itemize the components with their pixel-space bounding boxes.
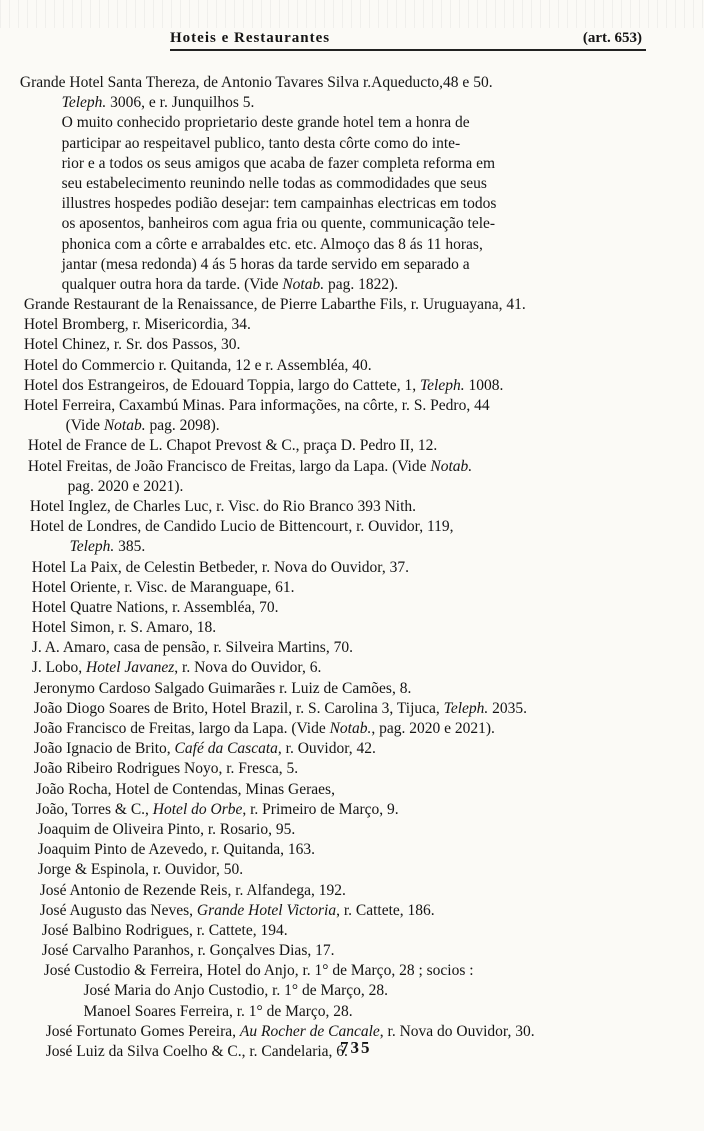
line-text: Grande Restaurant de la Renaissance, de Pierre Labarthe Fils, r. Uruguayana, 41. bbox=[23, 296, 526, 314]
directory-line bbox=[0, 901, 700, 921]
directory-line bbox=[0, 517, 700, 537]
line-text: Hotel do Commercio r. Quitanda, 12 e r. Assembléa, 40. bbox=[23, 356, 372, 374]
italic-text: Hotel do Orbe bbox=[152, 800, 243, 818]
line-text: qualquer outra hora da tarde. (Vide bbox=[61, 275, 283, 293]
directory-line bbox=[0, 1002, 700, 1022]
italic-text: Teleph. bbox=[69, 538, 115, 556]
directory-line bbox=[0, 699, 700, 719]
directory-line bbox=[0, 638, 700, 658]
directory-line bbox=[0, 558, 700, 578]
line-text: seu estabelecimento reunindo nelle todas as commodidades que seus bbox=[61, 174, 487, 192]
directory-line bbox=[0, 315, 700, 335]
line-text: João Ignacio de Brito, bbox=[33, 740, 175, 758]
line-text: illustres hospedes podião desejar: tem campainhas electricas em todos bbox=[61, 195, 497, 213]
line-text: João Ribeiro Rodrigues Noyo, r. Fresca, 5. bbox=[33, 760, 299, 778]
page-number: 735 bbox=[340, 1038, 372, 1057]
directory-line bbox=[0, 537, 700, 557]
line-text: Joaquim Pinto de Azevedo, r. Quitanda, 163. bbox=[37, 841, 316, 859]
line-text: Hotel Oriente, r. Visc. de Maranguape, 61. bbox=[31, 578, 295, 596]
directory-line bbox=[0, 73, 700, 93]
directory-line bbox=[0, 679, 700, 699]
italic-text: Grande Hotel Victoria bbox=[196, 901, 337, 919]
italic-text: Notab. bbox=[282, 275, 325, 293]
line-text: pag. 2098). bbox=[145, 417, 220, 435]
line-text: Grande Hotel Santa Thereza, de Antonio Tavares Silva r.Aqueducto,48 e 50. bbox=[19, 74, 493, 91]
directory-line bbox=[0, 598, 700, 618]
line-text: , r. Primeiro de Março, 9. bbox=[242, 800, 399, 818]
directory-line bbox=[0, 457, 700, 477]
line-text: João, Torres & C., bbox=[35, 800, 153, 818]
line-text: Hotel Ferreira, Caxambú Minas. Para informações, na côrte, r. S. Pedro, 44 bbox=[23, 397, 490, 414]
line-text: os aposentos, banheiros com agua fria ou quente, communicação tele- bbox=[61, 215, 496, 233]
line-text: Hotel dos Estrangeiros, de Edouard Toppia, largo do Cattete, 1, bbox=[23, 376, 420, 394]
line-text: O muito conhecido proprietario deste grande hotel tem a honra de bbox=[61, 114, 470, 132]
directory-line bbox=[0, 255, 700, 275]
line-text: Hotel de France de L. Chapot Prevost & C., praça D. Pedro II, 12. bbox=[27, 437, 438, 455]
directory-line bbox=[0, 174, 700, 194]
line-text: , r. Ouvidor, 42. bbox=[277, 740, 376, 758]
italic-text: Notab. bbox=[329, 720, 372, 737]
line-text: José Fortunato Gomes Pereira, bbox=[45, 1022, 240, 1040]
directory-line bbox=[0, 497, 700, 517]
italic-text: Teleph. bbox=[443, 699, 489, 717]
line-text: rior e a todos os seus amigos que acaba de fazer completa reforma em bbox=[61, 154, 496, 172]
directory-line bbox=[0, 860, 700, 880]
page-top-edge bbox=[0, 0, 704, 28]
line-text: 3006, e r. Junquilhos 5. bbox=[106, 94, 255, 112]
directory-line bbox=[0, 921, 700, 941]
line-text: João Francisco de Freitas, largo da Lapa. (Vide bbox=[33, 720, 330, 737]
directory-line bbox=[0, 961, 700, 981]
article-number: (art. 653) bbox=[582, 30, 642, 46]
directory-line bbox=[0, 335, 700, 355]
line-text: Hotel Chinez, r. Sr. dos Passos, 30. bbox=[23, 336, 241, 354]
italic-text: Teleph. bbox=[419, 376, 465, 394]
directory-line bbox=[0, 356, 700, 376]
page-header bbox=[170, 30, 670, 52]
line-text: José Carvalho Paranhos, r. Gonçalves Dias, 17. bbox=[41, 942, 335, 960]
directory-line bbox=[0, 780, 700, 800]
line-text: , r. Nova do Ouvidor, 30. bbox=[379, 1022, 535, 1040]
directory-line bbox=[0, 739, 700, 759]
directory-line bbox=[0, 134, 700, 154]
line-text: 385. bbox=[114, 538, 146, 556]
line-text: pag. 1822). bbox=[324, 275, 399, 293]
italic-text: Hotel Javanez bbox=[86, 659, 175, 677]
line-text: Hotel La Paix, de Celestin Betbeder, r. Nova do Ouvidor, 37. bbox=[31, 558, 409, 576]
line-text: Jorge & Espinola, r. Ouvidor, 50. bbox=[37, 861, 244, 879]
directory-line bbox=[0, 840, 700, 860]
directory-line bbox=[0, 719, 700, 739]
directory-line bbox=[0, 376, 700, 396]
directory-line bbox=[0, 416, 700, 436]
line-text: , r. Nova do Ouvidor, 6. bbox=[174, 659, 322, 677]
line-text: 1008. bbox=[464, 376, 504, 394]
line-text: J. Lobo, bbox=[31, 659, 87, 677]
directory-entries bbox=[0, 73, 704, 1062]
line-text: Joaquim de Oliveira Pinto, r. Rosario, 95. bbox=[37, 820, 296, 838]
line-text: 2035. bbox=[488, 699, 528, 717]
line-text: Hotel Quatre Nations, r. Assembléa, 70. bbox=[31, 598, 279, 616]
line-text: José Custodio & Ferreira, Hotel do Anjo, r. 1° de Março, 28 ; socios : bbox=[43, 962, 474, 980]
line-text: Manoel Soares Ferreira, r. 1° de Março, 28. bbox=[83, 1002, 353, 1020]
line-text: João Diogo Soares de Brito, Hotel Brazil, r. S. Carolina 3, Tijuca, bbox=[33, 699, 444, 717]
line-text: Hotel Bromberg, r. Misericordia, 34. bbox=[23, 316, 251, 334]
line-text: phonica com a côrte e arrabaldes etc. etc. Almoço das 8 ás 11 horas, bbox=[61, 235, 483, 253]
line-text: José Luiz da Silva Coelho & C., r. Candelaria, 6. bbox=[45, 1043, 348, 1060]
line-text: , r. Cattete, 186. bbox=[336, 901, 435, 919]
line-text: Hotel Simon, r. S. Amaro, 18. bbox=[31, 619, 217, 637]
directory-line bbox=[0, 578, 700, 598]
line-text: João Rocha, Hotel de Contendas, Minas Geraes, bbox=[35, 780, 335, 798]
line-text: Jeronymo Cardoso Salgado Guimarães r. Luiz de Camões, 8. bbox=[33, 679, 412, 697]
line-text: Hotel de Londres, de Candido Lucio de Bittencourt, r. Ouvidor, 119, bbox=[29, 518, 454, 536]
line-text: José Augusto das Neves, bbox=[39, 901, 197, 919]
running-title: Hoteis e Restaurantes bbox=[170, 30, 331, 46]
line-text: Hotel Freitas, de João Francisco de Freitas, largo da Lapa. (Vide bbox=[27, 457, 431, 475]
directory-line bbox=[0, 477, 700, 497]
italic-text: Teleph. bbox=[61, 94, 107, 112]
directory-line bbox=[0, 820, 700, 840]
directory-line bbox=[0, 881, 700, 901]
italic-text: Notab. bbox=[103, 417, 146, 435]
line-text: José Antonio de Rezende Reis, r. Alfandega, 192. bbox=[39, 881, 346, 899]
italic-text: Notab. bbox=[430, 457, 473, 475]
line-text: (Vide bbox=[65, 417, 104, 435]
line-text: Hotel Inglez, de Charles Luc, r. Visc. do Rio Branco 393 Nith. bbox=[29, 497, 417, 515]
directory-line bbox=[0, 658, 700, 678]
line-text: J. A. Amaro, casa de pensão, r. Silveira Martins, 70. bbox=[31, 639, 353, 657]
directory-line bbox=[0, 154, 700, 174]
directory-line bbox=[0, 113, 700, 133]
directory-line bbox=[0, 759, 700, 779]
directory-line bbox=[0, 235, 700, 255]
line-text: participar ao respeitavel publico, tanto desta côrte como do inte- bbox=[61, 134, 461, 152]
directory-line bbox=[0, 295, 700, 315]
directory-line bbox=[0, 941, 700, 961]
directory-line bbox=[0, 275, 700, 295]
line-text: pag. 2020 e 2021). bbox=[67, 477, 184, 495]
directory-line bbox=[0, 981, 700, 1001]
header-rule bbox=[170, 49, 646, 51]
directory-line bbox=[0, 93, 700, 113]
directory-line bbox=[0, 618, 700, 638]
italic-text: Au Rocher de Cancale bbox=[239, 1022, 380, 1040]
line-text: José Balbino Rodrigues, r. Cattete, 194. bbox=[41, 921, 288, 939]
italic-text: Café da Cascata bbox=[174, 740, 278, 758]
line-text: José Maria do Anjo Custodio, r. 1° de Março, 28. bbox=[83, 982, 389, 1000]
directory-line bbox=[0, 214, 700, 234]
directory-line bbox=[0, 800, 700, 820]
line-text: jantar (mesa redonda) 4 ás 5 horas da tarde servido em separado a bbox=[61, 255, 470, 273]
directory-line bbox=[0, 194, 700, 214]
line-text: , pag. 2020 e 2021). bbox=[371, 720, 495, 737]
directory-line bbox=[0, 396, 700, 416]
directory-line bbox=[0, 436, 700, 456]
